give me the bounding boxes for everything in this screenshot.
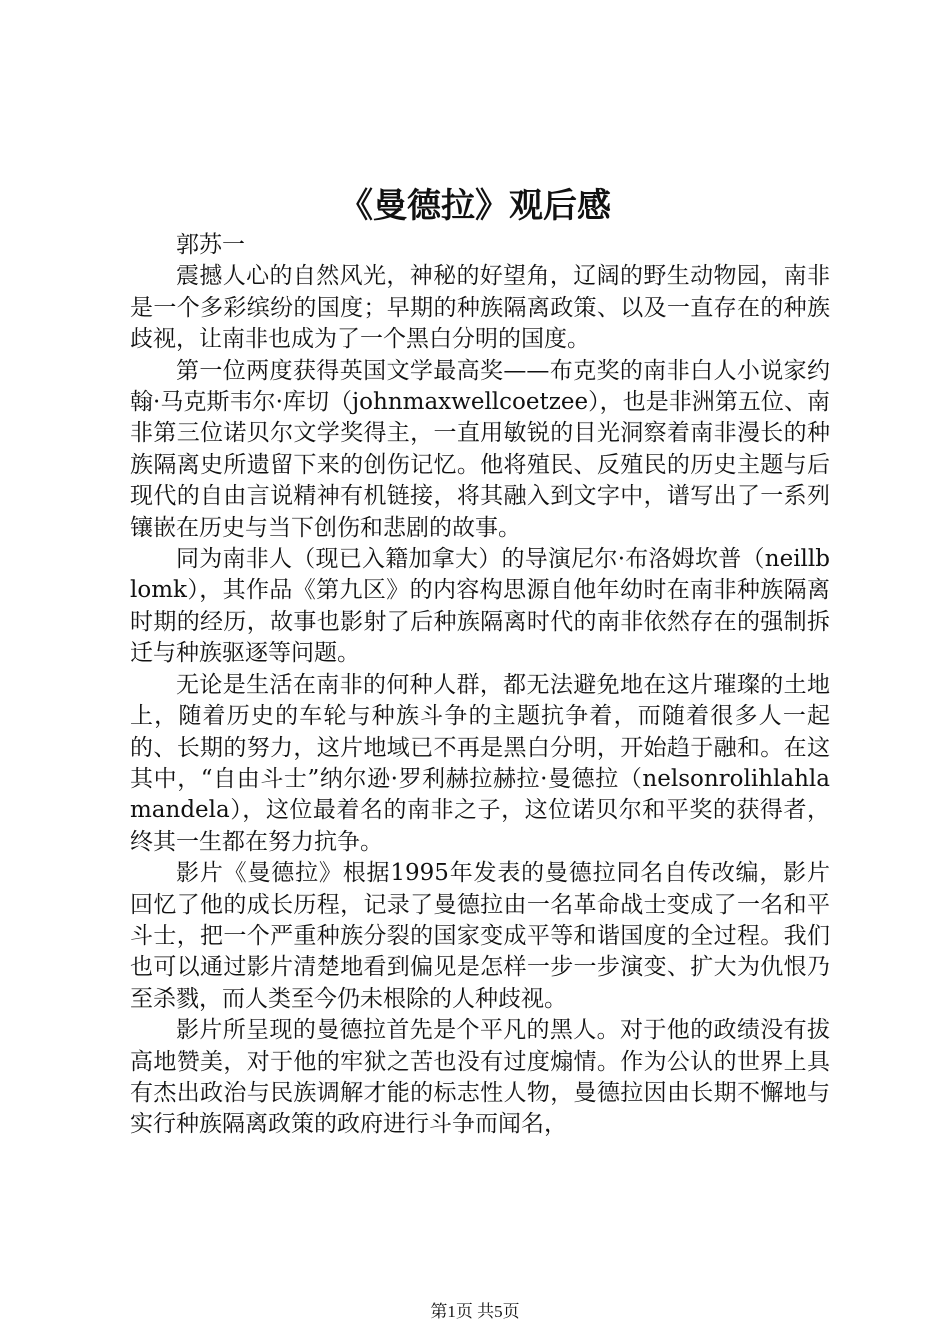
paragraph-3: 同为南非人（现已入籍加拿大）的导演尼尔·布洛姆坎普（neillblomk），其作品《第九区》的内容构思源自他年幼时在南非种族隔离时期的经历，故事也影射了后种族隔离时代的南非依然存在的强制拆迁与种族驱逐等问题。 [130,546,830,667]
paragraph-5: 影片《曼德拉》根据1995年发表的曼德拉同名自传改编，影片回忆了他的成长历程，记录了曼德拉由一名革命战士变成了一名和平斗士，把一个严重种族分裂的国家变成平等和谐国度的全过程。我们也可以通过影片清楚地看到偏见是怎样一步一步演变、扩大为仇恨乃至杀戮，而人类至今仍未根除的人种歧视。 [130,860,830,1012]
page-footer: 第1页 共5页 [430,1302,520,1321]
paragraph-6: 影片所呈现的曼德拉首先是个平凡的黑人。对于他的政绩没有拔高地赞美，对于他的牢狱之苦也没有过度煽情。作为公认的世界上具有杰出政治与民族调解才能的标志性人物，曼德拉因由长期不懈地与实行种族隔离政策的政府进行斗争而闻名， [130,1017,830,1138]
author-name: 郭苏一 [176,232,245,258]
document-body [130,230,830,1141]
paragraph-1: 震撼人心的自然风光，神秘的好望角，辽阔的野生动物园，南非是一个多彩缤纷的国度；早期的种族隔离政策、以及一直存在的种族歧视，让南非也成为了一个黑白分明的国度。 [130,263,830,353]
paragraph-2: 第一位两度获得英国文学最高奖——布克奖的南非白人小说家约翰·马克斯韦尔·库切（johnmaxwellcoetzee），也是非洲第五位、南非第三位诺贝尔文学奖得主，一直用敏锐的目光洞察着南非漫长的种族隔离史所遗留下来的创伤记忆。他将殖民、反殖民的历史主题与后现代的自由言说精神有机链接，将其融入到文字中，谱写出了一系列镶嵌在历史与当下创伤和悲剧的故事。 [130,357,830,541]
paragraph-4: 无论是生活在南非的何种人群，都无法避免地在这片璀璨的土地上，随着历史的车轮与种族斗争的主题抗争着，而随着很多人一起的、长期的努力，这片地域已不再是黑白分明，开始趋于融和。在这其中，“自由斗士”纳尔逊·罗利赫拉赫拉·曼德拉（nelsonrolihlahlamandela），这位最着名的南非之子，这位诺贝尔和平奖的获得者，终其一生都在努力抗争。 [130,671,830,855]
document-title: 《曼德拉》观后感 [339,186,611,226]
